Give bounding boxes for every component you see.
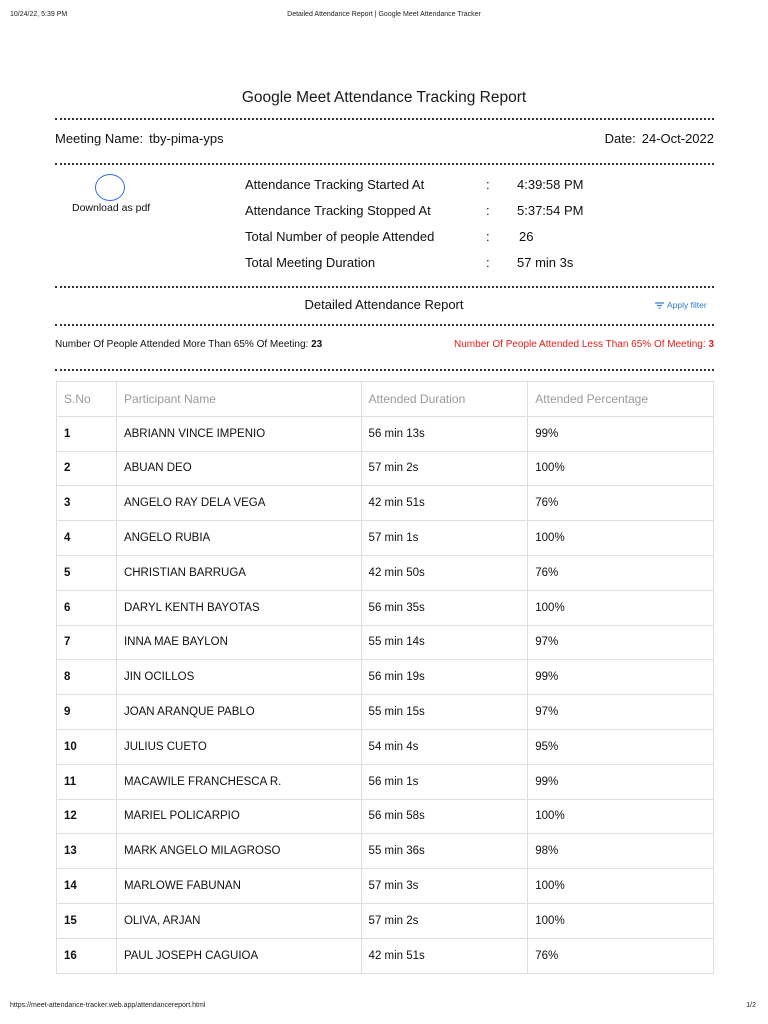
cell-sno: 10 [57,729,117,764]
divider [55,369,714,371]
info-label: Attendance Tracking Stopped At [245,203,431,218]
header-attended-duration: Attended Duration [361,382,528,417]
cell-participant: MARK ANGELO MILAGROSO [116,834,361,869]
cell-duration: 42 min 51s [361,486,528,521]
detail-title: Detailed Attendance Report [304,297,464,312]
less-than-65-stat [454,339,714,350]
download-pdf-button[interactable] [55,174,173,224]
attendance-table [56,381,714,974]
cell-participant: ABUAN DEO [116,451,361,486]
cell-sno: 12 [57,799,117,834]
meeting-date [605,131,714,146]
cell-duration: 56 min 1s [361,764,528,799]
cell-percentage: 98% [528,834,714,869]
cell-sno: 5 [57,555,117,590]
download-label[interactable]: Download as pdf [72,202,151,214]
cell-duration: 55 min 14s [361,625,528,660]
table-row [57,451,714,486]
more-than-65-stat [55,339,322,350]
cell-participant: DARYL KENTH BAYOTAS [116,590,361,625]
cell-participant: PAUL JOSEPH CAGUIOA [116,938,361,973]
more-value: 23 [311,339,323,350]
print-datetime: 10/24/22, 5:39 PM [10,11,68,18]
table-row [57,521,714,556]
info-separator: : [486,255,490,270]
table-row [57,938,714,973]
cell-duration: 56 min 58s [361,799,528,834]
cell-sno: 4 [57,521,117,556]
less-value: 3 [708,339,714,350]
cell-percentage: 76% [528,555,714,590]
info-label: Total Number of people Attended [245,229,435,244]
header-sno: S.No [57,382,117,417]
info-value: 57 min 3s [517,255,574,270]
table-row [57,416,714,451]
cell-duration: 57 min 2s [361,903,528,938]
print-footer [0,1002,768,1014]
info-label: Total Meeting Duration [245,255,376,270]
divider [55,286,714,288]
table-row [57,903,714,938]
table-row [57,695,714,730]
cell-participant: JULIUS CUETO [116,729,361,764]
header-attended-percentage: Attended Percentage [528,382,714,417]
report-title: Google Meet Attendance Tracking Report [241,89,527,106]
cell-participant: ABRIANN VINCE IMPENIO [116,416,361,451]
cell-percentage: 99% [528,764,714,799]
cell-duration: 57 min 3s [361,869,528,904]
cell-duration: 54 min 4s [361,729,528,764]
cell-participant: MARLOWE FABUNAN [116,869,361,904]
table-row [57,799,714,834]
cell-percentage: 97% [528,625,714,660]
info-row-stopped [245,203,665,229]
info-label: Attendance Tracking Started At [245,177,425,192]
meeting-row [55,131,714,151]
cell-participant: CHRISTIAN BARRUGA [116,555,361,590]
divider [55,163,714,165]
cell-sno: 16 [57,938,117,973]
cell-sno: 13 [57,834,117,869]
info-separator: : [486,203,490,218]
cell-duration: 56 min 19s [361,660,528,695]
table-row [57,729,714,764]
info-value: 26 [519,229,534,244]
cell-percentage: 99% [528,660,714,695]
info-row-total-people [245,229,665,255]
cell-duration: 55 min 15s [361,695,528,730]
cell-sno: 11 [57,764,117,799]
more-label: Number Of People Attended More Than 65% Of Meeting: [55,339,309,350]
meeting-name-value: tby-pima-yps [149,131,224,146]
table-row [57,555,714,590]
cell-sno: 3 [57,486,117,521]
cell-participant: INNA MAE BAYLON [116,625,361,660]
download-circle-icon[interactable] [95,174,125,201]
cell-sno: 8 [57,660,117,695]
cell-duration: 56 min 35s [361,590,528,625]
table-row [57,660,714,695]
cell-duration: 56 min 13s [361,416,528,451]
date-label: Date: [604,131,636,146]
table-row [57,590,714,625]
print-url: https://meet-attendance-tracker.web.app/attendancereport.html [10,1002,206,1009]
info-row-duration [245,255,665,281]
table-row [57,764,714,799]
cell-percentage: 100% [528,869,714,904]
cell-participant: MARIEL POLICARPIO [116,799,361,834]
cell-sno: 2 [57,451,117,486]
cell-duration: 57 min 2s [361,451,528,486]
info-separator: : [486,177,490,192]
cell-duration: 57 min 1s [361,521,528,556]
cell-participant: JOAN ARANQUE PABLO [116,695,361,730]
cell-percentage: 76% [528,938,714,973]
filter-icon [655,302,664,309]
cell-percentage: 100% [528,590,714,625]
tracking-info [245,177,665,281]
cell-participant: ANGELO RAY DELA VEGA [116,486,361,521]
table-row [57,869,714,904]
table-row [57,834,714,869]
cell-percentage: 100% [528,903,714,938]
cell-sno: 7 [57,625,117,660]
cell-percentage: 97% [528,695,714,730]
cell-duration: 42 min 51s [361,938,528,973]
cell-duration: 42 min 50s [361,555,528,590]
cell-participant: JIN OCILLOS [116,660,361,695]
apply-filter-label[interactable]: Apply filter [667,300,707,310]
print-page-number: 1/2 [746,1002,756,1009]
info-separator: : [486,229,490,244]
cell-percentage: 100% [528,451,714,486]
print-page-title: Detailed Attendance Report | Google Meet Attendance Tracker [287,11,481,18]
table-header-row [57,382,714,417]
meeting-name [55,131,224,146]
cell-percentage: 76% [528,486,714,521]
print-header [0,11,768,23]
cell-sno: 14 [57,869,117,904]
cell-sno: 6 [57,590,117,625]
divider [55,324,714,326]
cell-sno: 1 [57,416,117,451]
date-value: 24-Oct-2022 [641,131,714,146]
cell-percentage: 100% [528,799,714,834]
cell-participant: ANGELO RUBIA [116,521,361,556]
meeting-label: Meeting Name: [55,131,144,146]
info-value: 4:39:58 PM [517,177,584,192]
cell-percentage: 100% [528,521,714,556]
cell-percentage: 95% [528,729,714,764]
cell-percentage: 99% [528,416,714,451]
info-row-started [245,177,665,203]
apply-filter-button[interactable] [655,300,707,310]
header-participant-name: Participant Name [116,382,361,417]
cell-duration: 55 min 36s [361,834,528,869]
cell-sno: 9 [57,695,117,730]
table-row [57,625,714,660]
cell-participant: OLIVA, ARJAN [116,903,361,938]
cell-sno: 15 [57,903,117,938]
cell-participant: MACAWILE FRANCHESCA R. [116,764,361,799]
divider [55,118,714,120]
info-value: 5:37:54 PM [517,203,584,218]
table-row [57,486,714,521]
less-label: Number Of People Attended Less Than 65% Of Meeting: [454,339,706,350]
